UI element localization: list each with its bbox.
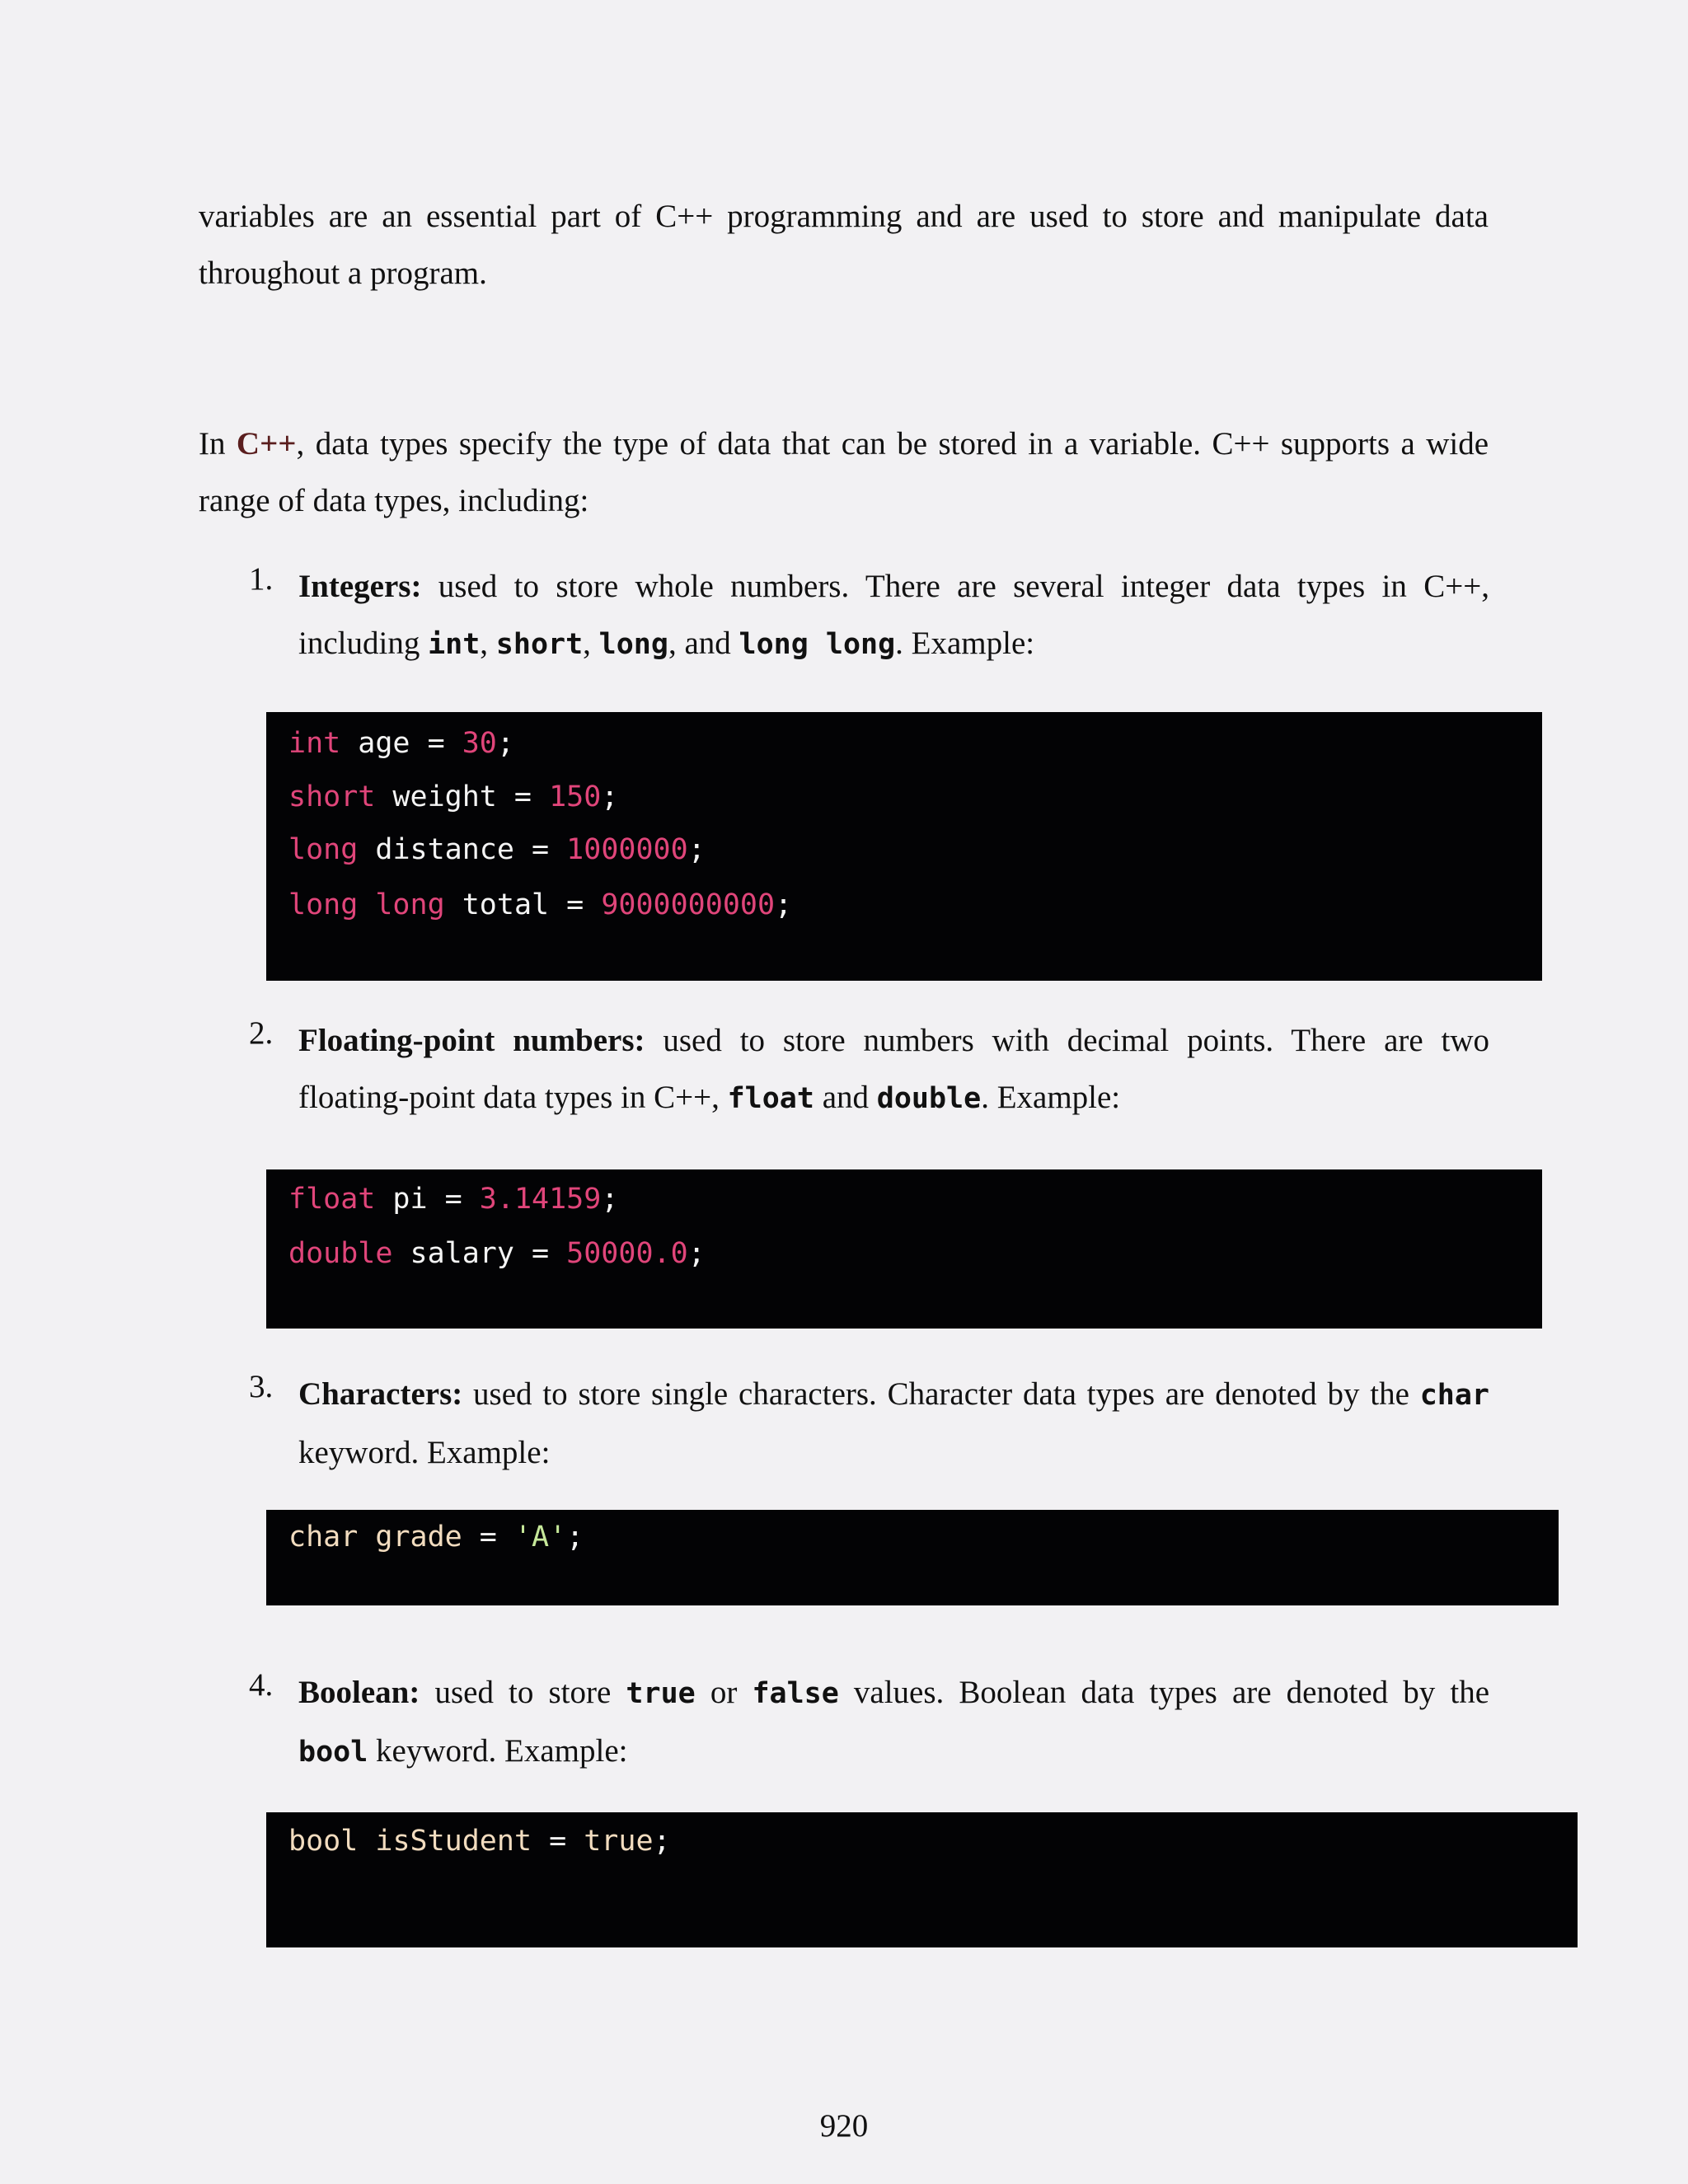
code-text: total = bbox=[444, 888, 602, 921]
item-bools-line-2 bbox=[298, 1722, 1489, 1781]
code-line bbox=[288, 833, 706, 866]
code-short: short bbox=[495, 628, 584, 661]
code-type: int bbox=[288, 727, 341, 760]
code-text: weight = bbox=[375, 780, 550, 813]
code-line bbox=[288, 780, 618, 813]
code-value: 30 bbox=[462, 727, 497, 760]
text-part: , and bbox=[668, 626, 739, 661]
data-types-pre: In bbox=[199, 426, 237, 462]
item-floats-title: Floating-point numbers: bbox=[298, 1023, 645, 1058]
item-bools-line-1 bbox=[298, 1664, 1489, 1722]
code-value: 'A' bbox=[513, 1521, 567, 1554]
item-integers-line-2 bbox=[298, 615, 1489, 673]
item-floats-line-1 bbox=[298, 1012, 1489, 1069]
code-text: ; bbox=[653, 1825, 671, 1858]
code-true: true bbox=[626, 1677, 696, 1710]
code-type: short bbox=[288, 780, 376, 813]
text-part: , bbox=[583, 626, 599, 661]
code-text: = bbox=[462, 1521, 514, 1554]
code-type: float bbox=[288, 1183, 376, 1216]
item-floats-line-1-rest: used to store numbers with decimal points. There are two bbox=[645, 1023, 1490, 1058]
code-text: ; bbox=[775, 888, 793, 921]
item-bools-line-2-rest: keyword. Example: bbox=[368, 1733, 628, 1769]
code-text: ; bbox=[601, 780, 619, 813]
code-text: = bbox=[532, 1825, 584, 1858]
code-float: float bbox=[727, 1082, 814, 1115]
code-text: pi = bbox=[375, 1183, 480, 1216]
code-value: 150 bbox=[549, 780, 602, 813]
item-integers-line-1 bbox=[298, 558, 1489, 615]
item-number-2: 2. bbox=[249, 1015, 274, 1051]
code-line bbox=[288, 727, 514, 760]
code-block-bools bbox=[266, 1812, 1578, 1947]
item-number-1: 1. bbox=[249, 561, 274, 597]
item-integers-title: Integers: bbox=[298, 569, 422, 604]
code-var: grade bbox=[358, 1521, 462, 1554]
text-part: including bbox=[298, 626, 429, 661]
item-chars-line-2: keyword. Example: bbox=[298, 1435, 551, 1470]
code-line bbox=[288, 888, 792, 921]
data-types-line-1-rest: , data types specify the type of data that can be stored in a variable. C++ supports a wide bbox=[296, 426, 1489, 462]
code-type: char bbox=[288, 1521, 359, 1554]
item-number-3: 3. bbox=[249, 1369, 274, 1404]
code-double: double bbox=[876, 1082, 982, 1115]
text-part: or bbox=[695, 1675, 753, 1710]
code-text: ; bbox=[601, 1183, 619, 1216]
code-value: 1000000 bbox=[566, 833, 688, 866]
code-long: long bbox=[598, 628, 668, 661]
code-text: ; bbox=[566, 1521, 584, 1554]
code-text: ; bbox=[687, 833, 706, 866]
item-integers bbox=[298, 558, 1489, 673]
code-text: ; bbox=[687, 1237, 706, 1270]
item-bools-title: Boolean: bbox=[298, 1675, 420, 1710]
code-value: true bbox=[584, 1825, 654, 1858]
item-floats bbox=[298, 1012, 1489, 1127]
code-line bbox=[288, 1237, 706, 1270]
data-types-line-1 bbox=[199, 415, 1489, 472]
intro-line-1: variables are an essential part of C++ programming and are used to store and manipulate data bbox=[199, 199, 1489, 234]
code-block-floats bbox=[266, 1169, 1542, 1329]
item-chars bbox=[298, 1366, 1489, 1481]
item-bools bbox=[298, 1664, 1489, 1781]
data-types-paragraph bbox=[199, 415, 1489, 529]
text-part: . Example: bbox=[981, 1080, 1121, 1115]
item-chars-line-1 bbox=[298, 1366, 1489, 1424]
code-bool: bool bbox=[298, 1736, 368, 1769]
code-text: salary = bbox=[392, 1237, 567, 1270]
code-type: long long bbox=[288, 888, 445, 921]
code-line bbox=[288, 1521, 584, 1554]
code-block-integers bbox=[266, 712, 1542, 981]
code-value: 9000000000 bbox=[601, 888, 776, 921]
code-line bbox=[288, 1183, 618, 1216]
text-part: , bbox=[480, 626, 496, 661]
code-line bbox=[288, 1825, 671, 1858]
code-char: char bbox=[1419, 1379, 1489, 1412]
code-text: ; bbox=[496, 727, 514, 760]
page-number: 920 bbox=[819, 2108, 869, 2144]
item-chars-line-1-pre: used to store single characters. Character data types are denoted by the bbox=[462, 1376, 1420, 1412]
code-int: int bbox=[428, 628, 481, 661]
text-part: floating-point data types in C++, bbox=[298, 1080, 728, 1115]
code-type: double bbox=[288, 1237, 393, 1270]
code-var: isStudent bbox=[358, 1825, 532, 1858]
code-false: false bbox=[752, 1677, 839, 1710]
data-types-line-2: range of data types, including: bbox=[199, 483, 589, 518]
intro-paragraph bbox=[199, 188, 1489, 302]
code-value: 3.14159 bbox=[479, 1183, 602, 1216]
text-part: used to store bbox=[420, 1675, 626, 1710]
text-part: values. Boolean data types are denoted by the bbox=[838, 1675, 1490, 1710]
code-text: distance = bbox=[358, 833, 567, 866]
code-value: 50000.0 bbox=[566, 1237, 688, 1270]
item-floats-line-2 bbox=[298, 1069, 1489, 1127]
text-part: . Example: bbox=[895, 626, 1035, 661]
cpp-highlight: C++ bbox=[236, 426, 297, 462]
code-long-long: long long bbox=[738, 628, 896, 661]
item-chars-title: Characters: bbox=[298, 1376, 463, 1412]
intro-line-2: throughout a program. bbox=[199, 255, 487, 291]
item-integers-line-1-rest: used to store whole numbers. There are several integer data types in C++, bbox=[421, 569, 1489, 604]
code-text: age = bbox=[340, 727, 462, 760]
text-part: and bbox=[814, 1080, 877, 1115]
code-type: long bbox=[288, 833, 359, 866]
code-type: bool bbox=[288, 1825, 359, 1858]
code-block-chars bbox=[266, 1510, 1559, 1605]
item-number-4: 4. bbox=[249, 1667, 274, 1703]
